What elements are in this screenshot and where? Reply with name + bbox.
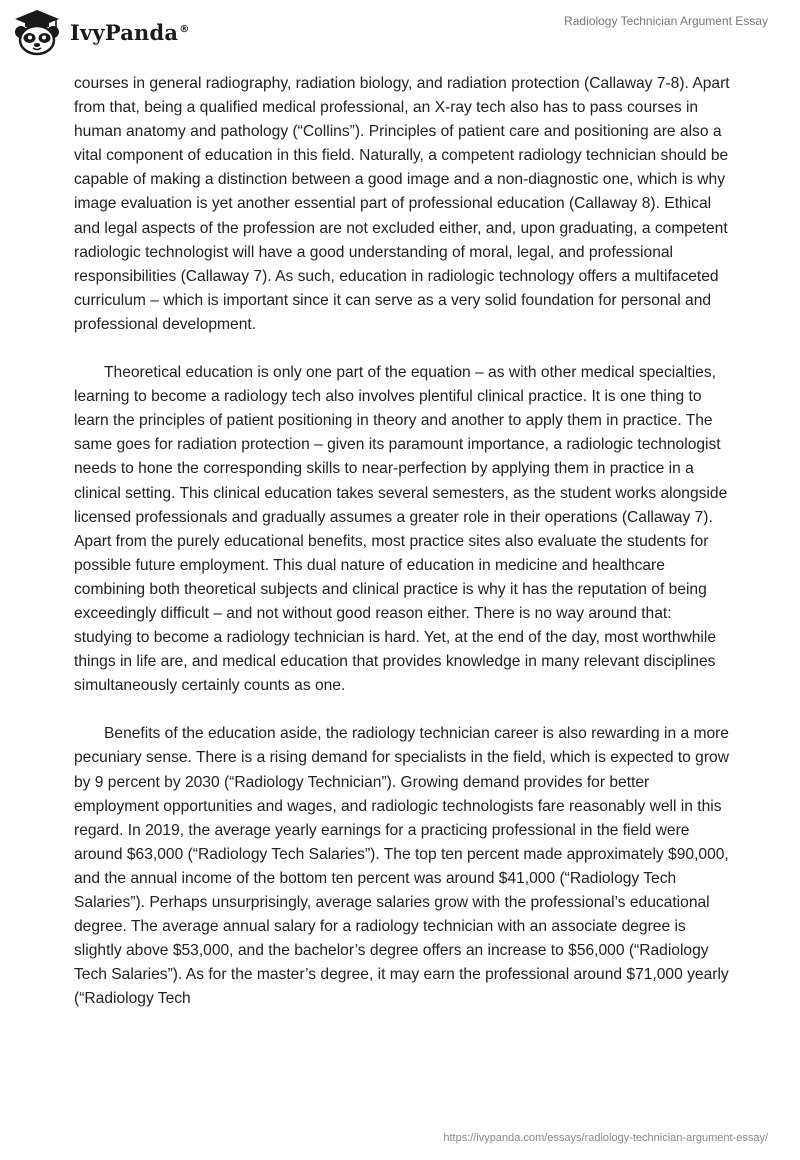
essay-paragraph: Theoretical education is only one part of the equation – as with other medical specialties, learning to become a radiology tech also involves plentiful clinical practice. It is one thing to learn the principles of patient positioning in theory and another to apply them in practice. The same goes for radiation protection – given its paramount importance, a radiologic technologist needs to hone the corresponding skills to near-perfection by applying them in practice in a clinical setting. This clinical education takes several semesters, as the student works alongside licensed professionals and gradually assumes a greater role in their operations (Callaway 7). Apart from the purely educational benefits, most practice sites also evaluate the students for possible future employment. This dual nature of education in medicine and healthcare combining both theoretical subjects and clinical practice is why it has the reputation of being exceedingly difficult – and not without good reason either. There is no way around that: studying to become a radiology technician is hard. Yet, at the end of the day, most worthwhile things in life are, and medical education that provides knowledge in many relevant disciplines simultaneously certainly counts as one.: [74, 364, 728, 695]
document-title: Radiology Technician Argument Essay: [564, 14, 768, 28]
page-header: [0, 0, 800, 62]
brand-logo[interactable]: [12, 8, 189, 56]
brand-name: IvyPanda®: [70, 19, 190, 45]
panda-graduation-icon: [12, 8, 62, 56]
essay-paragraph: courses in general radiography, radiation biology, and radiation protection (Callaway 7-8). Apart from that, being a qualified medical professional, an X-ray tech also has to pass courses in human anatomy and pathology (“Collins”). Principles of patient care and positioning are also a vital component of education in this field. Naturally, a competent radiology technician should be capable of making a distinction between a good image and a non-diagnostic one, which is why image evaluation is yet another essential part of professional education (Callaway 8). Ethical and legal aspects of the profession are not excluded either, and, upon graduating, a competent radiologic technologist will have a good understanding of moral, legal, and professional responsibilities (Callaway 7). As such, education in radiologic technology offers a multifaceted curriculum – which is important since it can serve as a very solid foundation for personal and professional development.: [74, 75, 730, 333]
essay-paragraph: Benefits of the education aside, the radiology technician career is also rewarding in a more pecuniary sense. There is a rising demand for specialists in the field, which is expected to grow by 9 percent by 2030 (“Radiology Technician”). Growing demand provides for better employment opportunities and wages, and radiologic technologists fare reasonably well in this regard. In 2019, the average yearly earnings for a practicing professional in the field were around $63,000 (“Radiology Tech Salaries”). The top ten percent made approximately $90,000, and the annual income of the bottom ten percent was around $41,000 (“Radiology Tech Salaries”). Perhaps unsurprisingly, average salaries grow with the professional’s educational degree. The average annual salary for a radiology technician with an associate degree is slightly above $53,000, and the bachelor’s degree offers an increase to $56,000 (“Radiology Tech Salaries”). As for the master’s degree, it may earn the professional around $71,000 yearly (“Radiology Tech: [74, 725, 729, 1008]
source-url[interactable]: https://ivypanda.com/essays/radiology-technician-argument-essay/: [443, 1132, 768, 1144]
essay-body: [74, 72, 730, 1035]
